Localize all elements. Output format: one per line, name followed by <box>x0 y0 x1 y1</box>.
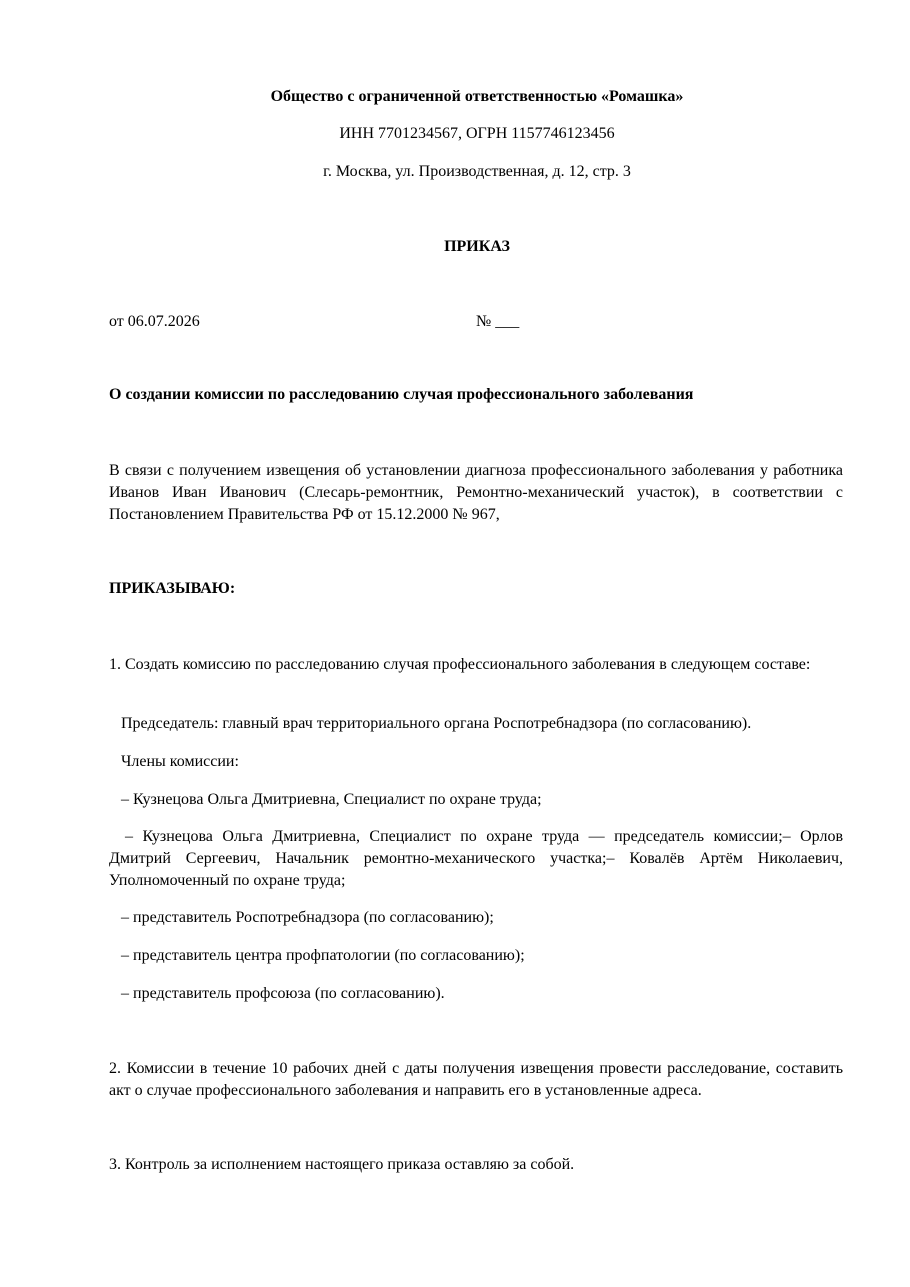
order-number: № ___ <box>476 313 520 330</box>
order-keyword: ПРИКАЗЫВАЮ: <box>109 580 236 597</box>
commission-member-1: – Кузнецова Ольга Дмитриевна, Специалист по охране труда; <box>121 791 542 808</box>
company-name: Общество с ограниченной ответственностью «Ромашка» <box>270 88 684 105</box>
commission-members-block: – Кузнецова Ольга Дмитриевна, Специалист по охране труда — председатель комиссии;– Орлов Дмитрий Сергеевич, Начальник ремонтно-механического участка;– Ковалёв Артём Николаевич, Уполномоченный по охране труда; <box>109 828 843 889</box>
item-2-paragraph: 2. Комиссии в течение 10 рабочих дней с даты получения извещения провести расследование, составить акт о случае профессионального заболевания и направить его в установленные адреса. <box>109 1060 843 1099</box>
commission-chairman: Председатель: главный врач территориального органа Роспотребнадзора (по согласованию). <box>121 715 752 732</box>
preamble-paragraph: В связи с получением извещения об установлении диагноза профессионального заболевания у работника Иванов Иван Иванович (Слесарь-ремонтник, Ремонтно-механический участок), в соответствии с Постановлением Правительства РФ от 15.12.2000 № 967, <box>109 462 843 523</box>
item-3-paragraph: 3. Контроль за исполнением настоящего приказа оставляю за собой. <box>109 1156 575 1173</box>
item-1-paragraph: 1. Создать комиссию по расследованию случая профессионального заболевания в следующем составе: <box>109 656 811 673</box>
representative-union: – представитель профсоюза (по согласованию). <box>121 985 445 1002</box>
order-subject: О создании комиссии по расследованию случая профессионального заболевания <box>109 386 694 403</box>
commission-members-heading: Члены комиссии: <box>121 753 239 770</box>
document-type-title: ПРИКАЗ <box>444 238 510 255</box>
order-date: от 06.07.2026 <box>109 313 200 330</box>
representative-rospotrebnadzor: – представитель Роспотребнадзора (по согласованию); <box>121 909 494 926</box>
company-address: г. Москва, ул. Производственная, д. 12, стр. 3 <box>323 163 631 180</box>
representative-profpathology: – представитель центра профпатологии (по согласованию); <box>121 947 525 964</box>
company-requisites: ИНН 7701234567, ОГРН 1157746123456 <box>339 125 615 142</box>
